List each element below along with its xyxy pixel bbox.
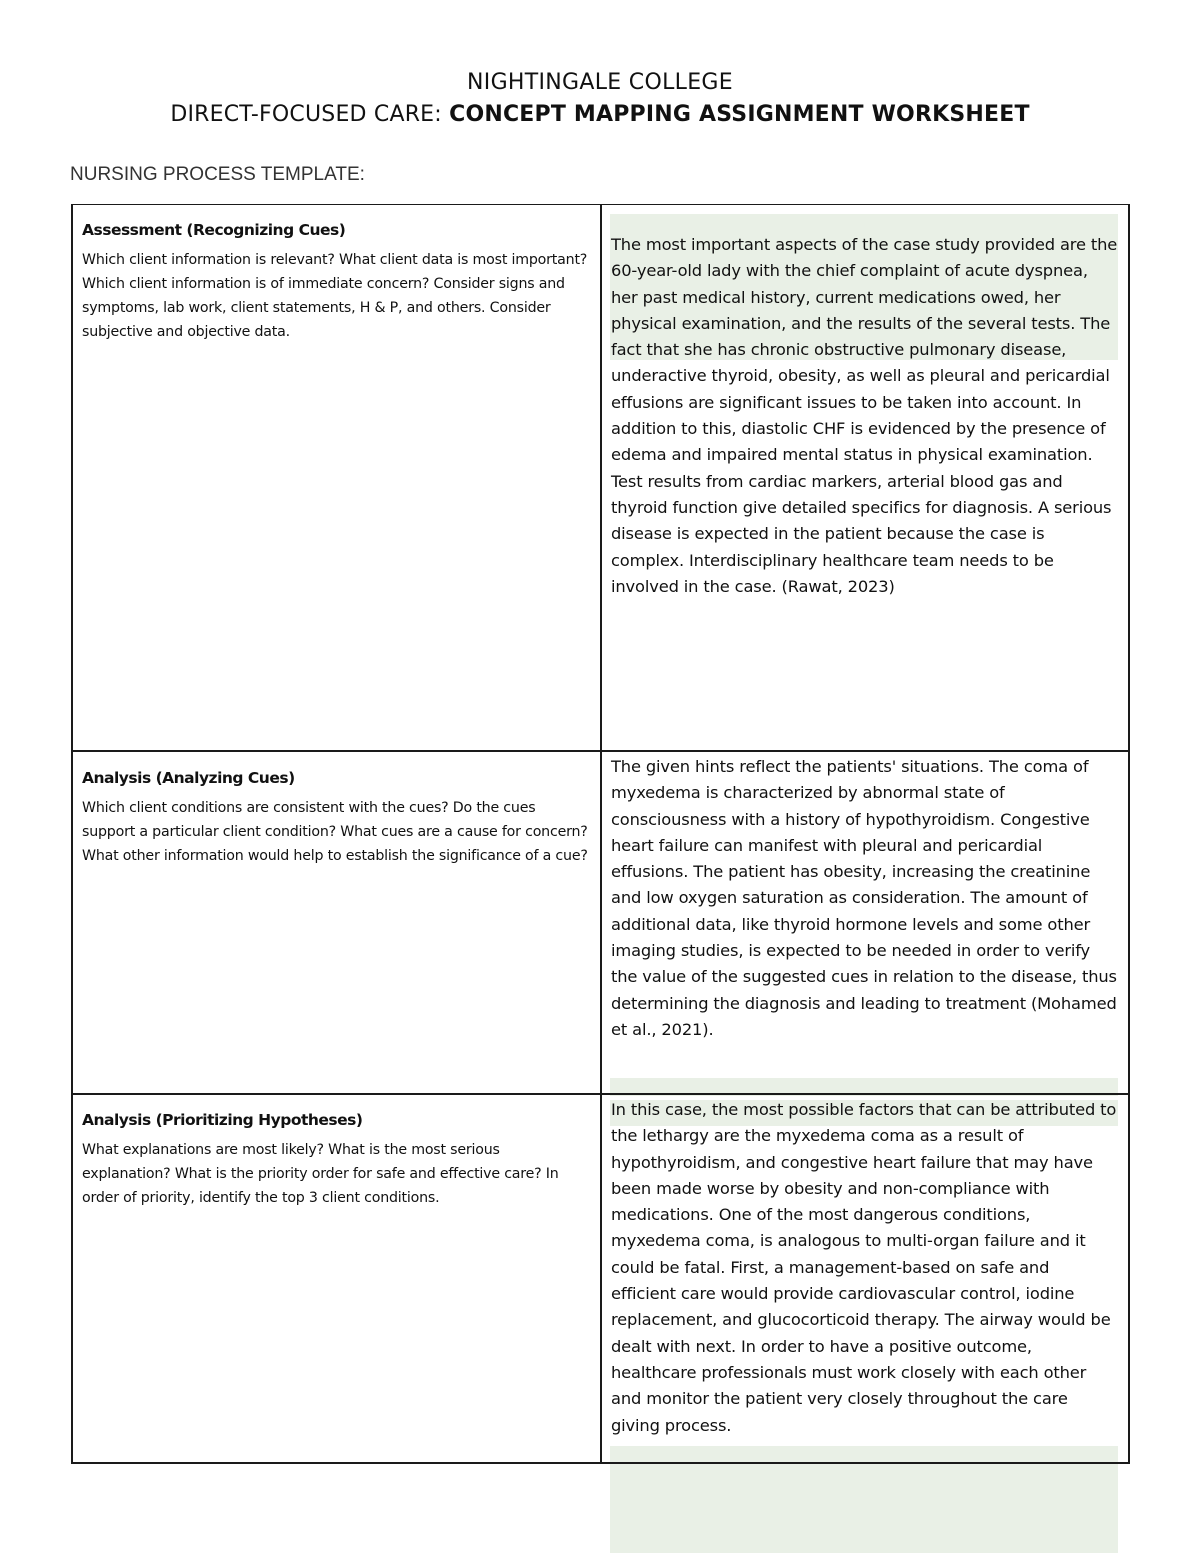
section-heading: Assessment (Recognizing Cues) xyxy=(82,221,346,239)
worksheet-title-bold: CONCEPT MAPPING ASSIGNMENT WORKSHEET xyxy=(449,102,1030,127)
analyzing-cues-prompt-cell xyxy=(82,766,592,868)
section-prompt: Which client information is relevant? What client data is most important? Which client information is of immediate concern? Consider signs and symptoms, lab work, client statements, H & P, and others. Consider subjective and objective data. xyxy=(82,252,588,340)
section-prompt: Which client conditions are consistent with the cues? Do the cues support a particular client condition? What cues are a cause for concern? What other information would help to establish the significance of a cue? xyxy=(82,800,588,864)
section-prompt: What explanations are most likely? What is the most serious explanation? What is the priority order for safe and effective care? In order of priority, identify the top 3 client conditions. xyxy=(82,1142,559,1206)
prioritizing-hypotheses-prompt-cell xyxy=(82,1108,592,1210)
worksheet-title xyxy=(0,102,1200,127)
section-heading: Analysis (Analyzing Cues) xyxy=(82,769,295,787)
worksheet-title-prefix: DIRECT-FOCUSED CARE: xyxy=(170,102,450,127)
section-heading: Analysis (Prioritizing Hypotheses) xyxy=(82,1111,363,1129)
template-label: NURSING PROCESS TEMPLATE: xyxy=(70,164,365,185)
analyzing-cues-response-cell: The given hints reflect the patients' situations. The coma of myxedema is characterized by abnormal state of consciousness with a history of hypothyroidism. Congestive heart failure can manifest with pleural and pericardial effusions. The patient has obesity, increasing the creatinine and low oxygen saturation as consideration. The amount of additional data, like thyroid hormone levels and some other imaging studies, is expected to be needed in order to verify the value of the suggested cues in relation to the disease, thus determining the diagnosis and leading to treatment (Mohamed et al., 2021). xyxy=(611,757,1117,1039)
assessment-response-cell: The most important aspects of the case study provided are the 60-year-old lady with the chief complaint of acute dyspnea, her past medical history, current medications owed, her physical examination, and the results of the several tests. The fact that she has chronic obstructive pulmonary disease, underactive thyroid, obesity, as well as pleural and pericardial effusions are significant issues to be taken into account. In addition to this, diastolic CHF is evidenced by the presence of edema and impaired mental status in physical examination. Test results from cardiac markers, arterial blood gas and thyroid function give detailed specifics for diagnosis. A serious disease is expected in the patient because the case is complex. Interdisciplinary healthcare team needs to be involved in the case. (Rawat, 2023) xyxy=(611,235,1118,596)
table-border-middle xyxy=(600,204,602,1464)
prioritizing-hypotheses-response-cell: In this case, the most possible factors that can be attributed to the lethargy are the myxedema coma as a result of hypothyroidism, and congestive heart failure that may have been made worse by obesity and non-compliance with medications. One of the most dangerous conditions, myxedema coma, is analogous to multi-organ failure and it could be fatal. First, a management-based on safe and efficient care would provide cardiovascular control, iodine replacement, and glucocorticoid therapy. The airway would be dealt with next. In order to have a positive outcome, healthcare professionals must work closely with each other and monitor the patient very closely throughout the care giving process. xyxy=(611,1100,1117,1435)
table-border-right xyxy=(1128,204,1130,1464)
table-border-left xyxy=(71,204,73,1464)
college-name: NIGHTINGALE COLLEGE xyxy=(467,70,733,95)
assessment-prompt-cell xyxy=(82,218,592,344)
